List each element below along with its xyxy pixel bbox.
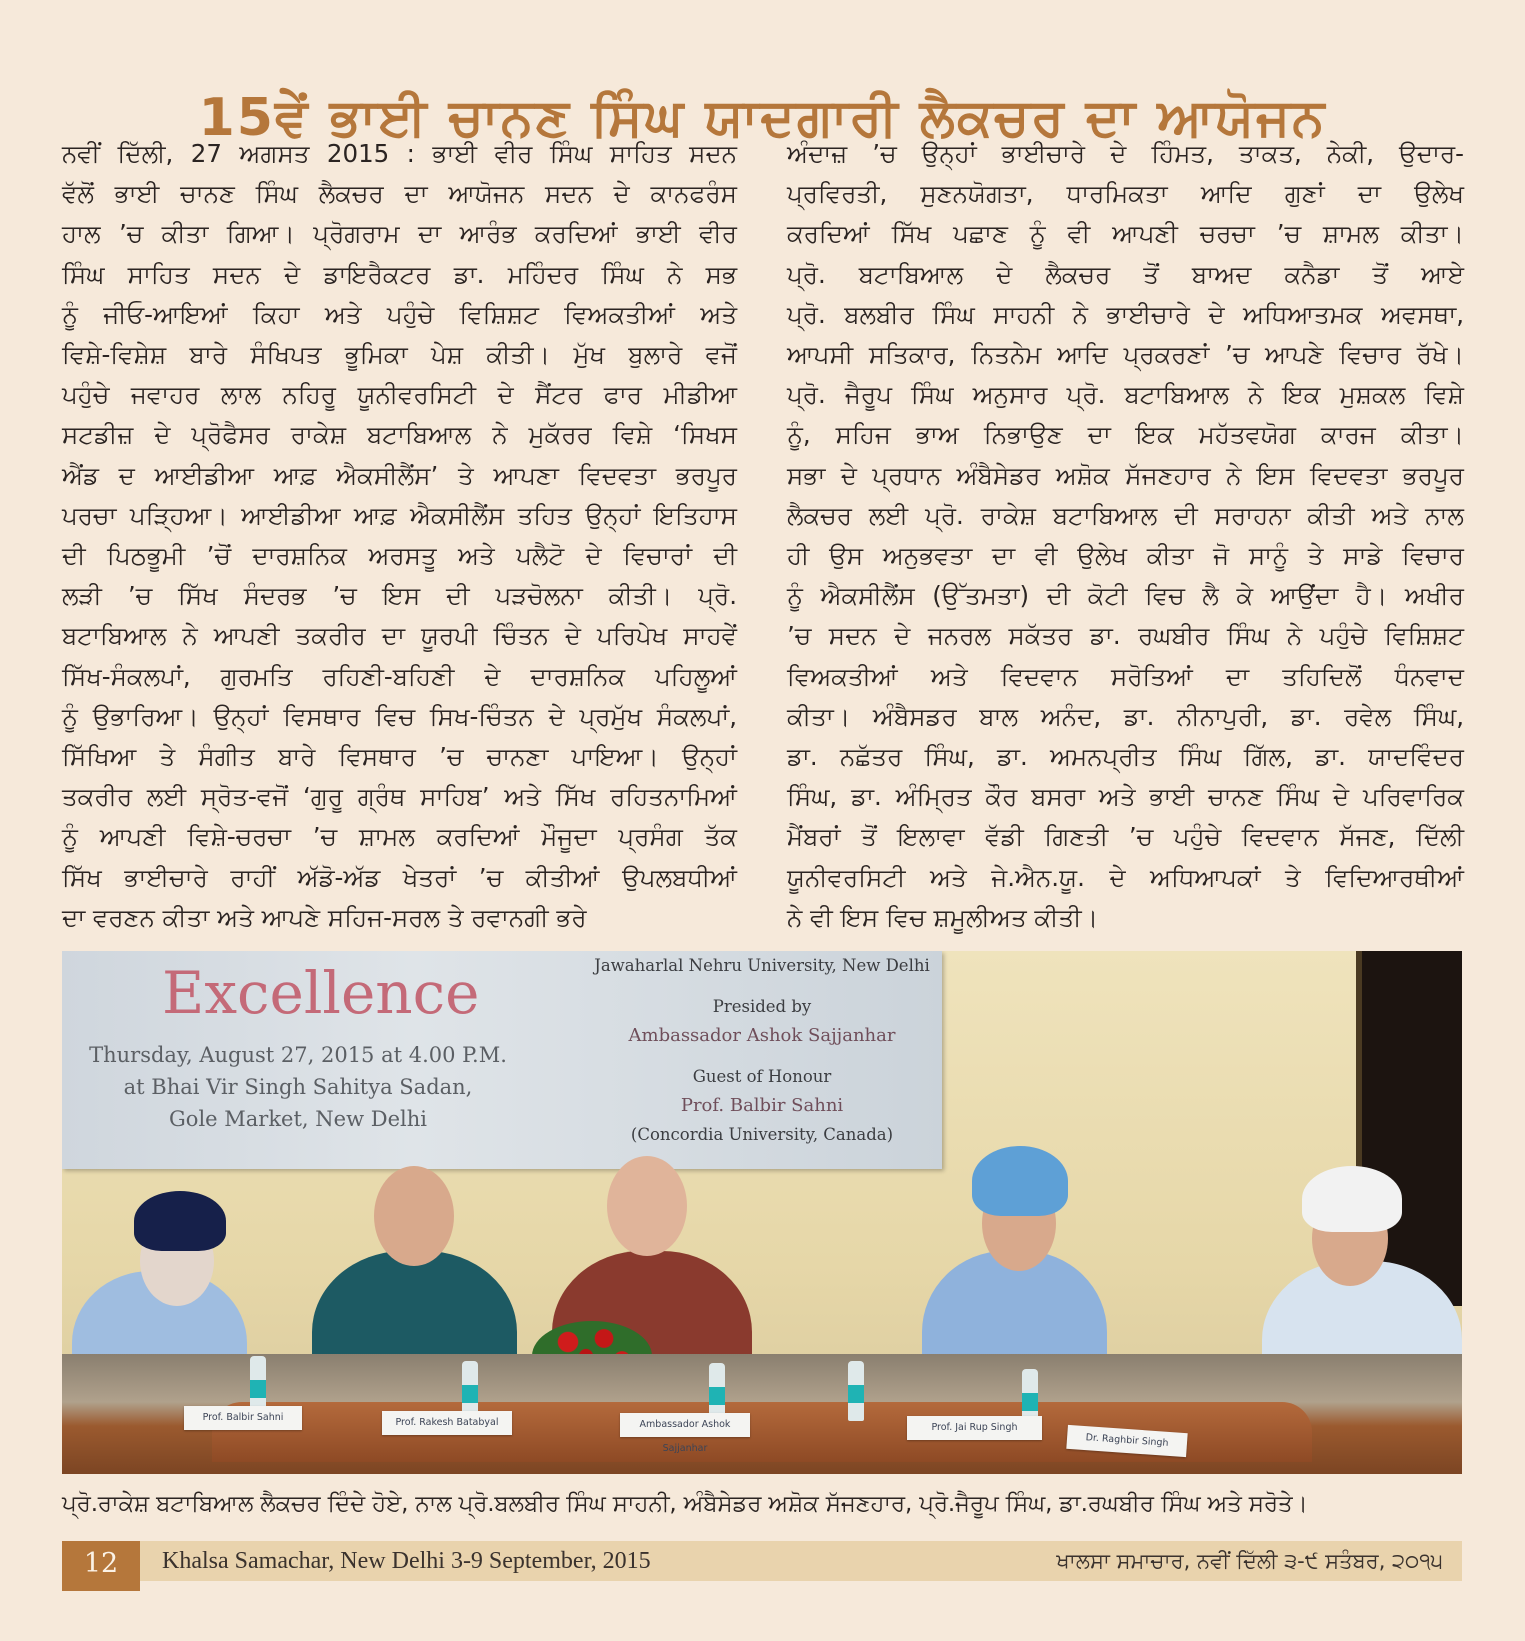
banner-credits — [582, 951, 942, 1149]
page-number: 12 — [62, 1541, 140, 1591]
article-line: ਨੂੰ ਐਕਸੀਲੈਂਸ (ਉੱਤਮਤਾ) ਦੀ ਕੋਟੀ ਵਿਚ ਲੈ ਕੇ ਆਉਂਦਾ ਹੈ। ਅਖੀਰ — [787, 581, 1464, 611]
article-line: ਆਪਸੀ ਸਤਿਕਾਰ, ਨਿਤਨੇਮ ਆਦਿ ਪ੍ਰਕਰਣਾਂ ’ਚ ਆਪਣੇ ਵਿਚਾਰ ਰੱਖੇ। — [787, 340, 1464, 370]
banner-university: Jawaharlal Nehru University, New Delhi — [594, 956, 930, 975]
banner-guest-label: Guest of Honour — [692, 1067, 832, 1086]
article-line: ਸਿੱਖ ਭਾਈਚਾਰੇ ਰਾਹੀਂ ਅੱਡੋ-ਅੱਡ ਖੇਤਰਾਂ ’ਚ ਕੀਤੀਆਂ ਉਪਲਬਧੀਆਂ — [62, 862, 738, 892]
panelist-3-head — [607, 1156, 687, 1256]
article-line: ਸਭਾ ਦੇ ਪ੍ਰਧਾਨ ਅੰਬੈਸੇਡਰ ਅਸ਼ੋਕ ਸੱਜਣਹਾਰ ਨੇ ਇਸ ਵਿਦਵਤਾ ਭਰਪੂਰ — [787, 460, 1464, 490]
banner-heading: Excellence — [162, 959, 480, 1027]
article-line: ਸਿੱਖਿਆ ਤੇ ਸੰਗੀਤ ਬਾਰੇ ਵਿਸਥਾਰ ’ਚ ਚਾਨਣਾ ਪਾਇਆ। ਉਨ੍ਹਾਂ — [62, 742, 737, 772]
banner-guest-affiliation: (Concordia University, Canada) — [630, 1125, 894, 1144]
nameplate: Prof. Balbir Sahni — [184, 1406, 302, 1430]
article-line: ਡਾ. ਨਛੱਤਰ ਸਿੰਘ, ਡਾ. ਅਮਨਪ੍ਰੀਤ ਸਿੰਘ ਗਿੱਲ, ਡਾ. ਯਾਦਵਿੰਦਰ — [787, 742, 1464, 772]
article-line: ਐਂਡ ਦ ਆਈਡੀਆ ਆਫ਼ ਐਕਸੀਲੈਂਸ’ ਤੇ ਆਪਣਾ ਵਿਦਵਤਾ ਭਰਪੂਰ — [62, 460, 737, 490]
banner-date: Thursday, August 27, 2015 at 4.00 P.M. — [89, 1043, 507, 1067]
banner-venue-line2: Gole Market, New Delhi — [169, 1107, 427, 1131]
article-line: ਵੱਲੋਂ ਭਾਈ ਚਾਨਣ ਸਿੰਘ ਲੈਕਚਰ ਦਾ ਆਯੋਜਨ ਸਦਨ ਦੇ ਕਾਨਫਰੰਸ — [62, 179, 737, 209]
article-line: ਵਿਸ਼ੇ-ਵਿਸ਼ੇਸ਼ ਬਾਰੇ ਸੰਖਿਪਤ ਭੂਮਿਕਾ ਪੇਸ਼ ਕੀਤੀ। ਮੁੱਖ ਬੁਲਾਰੇ ਵਜੋਂ — [62, 340, 737, 370]
event-banner — [62, 951, 942, 1169]
panelist-4-turban — [972, 1146, 1068, 1216]
article-line: ਨਵੀਂ ਦਿੱਲੀ, 27 ਅਗਸਤ 2015 : ਭਾਈ ਵੀਰ ਸਿੰਘ ਸਾਹਿਤ ਸਦਨ — [62, 139, 737, 168]
article-column-left — [62, 134, 737, 938]
panelist-1-turban — [134, 1191, 226, 1251]
article-line: ਕੀਤਾ। ਅੰਬੈਸਡਰ ਬਾਲ ਅਨੰਦ, ਡਾ. ਨੀਨਾਪੁਰੀ, ਡਾ. ਰਵੇਲ ਸਿੰਘ, — [787, 701, 1464, 731]
article-line: ਕਰਦਿਆਂ ਸਿੱਖ ਪਛਾਣ ਨੂੰ ਵੀ ਆਪਣੀ ਚਰਚਾ ’ਚ ਸ਼ਾਮਲ ਕੀਤਾ। — [787, 219, 1464, 249]
article-line: ਵਿਅਕਤੀਆਂ ਅਤੇ ਵਿਦਵਾਨ ਸਰੋਤਿਆਂ ਦਾ ਤਹਿਦਿਲੋਂ ਧੰਨਵਾਦ — [787, 661, 1464, 691]
panelist-5-turban — [1302, 1166, 1402, 1232]
article-line: ਪ੍ਰੋ. ਬਲਬੀਰ ਸਿੰਘ ਸਾਹਨੀ ਨੇ ਭਾਈਚਾਰੇ ਦੇ ਅਧਿਆਤਮਕ ਅਵਸਥਾ, — [787, 299, 1464, 329]
article-line: ਸਟਡੀਜ਼ ਦੇ ਪ੍ਰੋਫੈਸਰ ਰਾਕੇਸ਼ ਬਟਾਬਿਆਲ ਨੇ ਮੁਕੱਰਰ ਵਿਸ਼ੇ ‘ਸਿਖਸ — [62, 420, 737, 450]
nameplate: Prof. Rakesh Batabyal — [382, 1411, 512, 1435]
article-line: ਲੈਕਚਰ ਲਈ ਪ੍ਰੋ. ਰਾਕੇਸ਼ ਬਟਾਬਿਆਲ ਦੀ ਸਰਾਹਨਾ ਕੀਤੀ ਅਤੇ ਨਾਲ — [787, 500, 1464, 530]
nameplate: Ambassador Ashok Sajjanhar — [620, 1413, 750, 1437]
article-line: ਪਹੁੰਚੇ ਜਵਾਹਰ ਲਾਲ ਨਹਿਰੂ ਯੂਨੀਵਰਸਿਟੀ ਦੇ ਸੈਂਟਰ ਫਾਰ ਮੀਡੀਆ — [62, 380, 737, 410]
article-line: ਪਰਚਾ ਪੜ੍ਹਿਆ। ਆਈਡੀਆ ਆਫ਼ ਐਕਸੀਲੈਂਸ ਤਹਿਤ ਉਨ੍ਹਾਂ ਇਤਿਹਾਸ — [62, 500, 737, 530]
nameplate: Prof. Jai Rup Singh — [907, 1416, 1042, 1440]
footer-publication-en: Khalsa Samachar, New Delhi 3-9 September, 2015 — [162, 1548, 651, 1574]
article-line: ਮੈਂਬਰਾਂ ਤੋਂ ਇਲਾਵਾ ਵੱਡੀ ਗਿਣਤੀ ’ਚ ਪਹੁੰਚੇ ਵਿਦਵਾਨ ਸੱਜਣ, ਦਿੱਲੀ — [787, 822, 1464, 852]
footer-publication-pa: ਖਾਲਸਾ ਸਮਾਚਾਰ, ਨਵੀਂ ਦਿੱਲੀ ੩-੯ ਸਤੰਬਰ, ੨੦੧੫ — [1056, 1549, 1443, 1573]
article-line: ਬਟਾਬਿਆਲ ਨੇ ਆਪਣੀ ਤਕਰੀਰ ਦਾ ਯੂਰਪੀ ਚਿੰਤਨ ਦੇ ਪਰਿਪੇਖ ਸਾਹਵੇਂ — [62, 621, 737, 651]
banner-venue-line1: at Bhai Vir Singh Sahitya Sadan, — [123, 1075, 473, 1099]
banner-guest-name: Prof. Balbir Sahni — [680, 1095, 844, 1116]
banner-presided-name: Ambassador Ashok Sajjanhar — [628, 1025, 896, 1046]
nameplate: Dr. Raghbir Singh — [1066, 1425, 1187, 1457]
article-line: ਤਕਰੀਰ ਲਈ ਸ੍ਰੋਤ-ਵਜੋਂ ‘ਗੁਰੂ ਗ੍ਰੰਥ ਸਾਹਿਬ’ ਅਤੇ ਸਿੱਖ ਰਹਿਤਨਾਮਿਆਂ — [62, 782, 737, 812]
photo-caption: ਪ੍ਰੋ.ਰਾਕੇਸ਼ ਬਟਾਬਿਆਲ ਲੈਕਚਰ ਦਿੰਦੇ ਹੋਏ, ਨਾਲ ਪ੍ਰੋ.ਬਲਬੀਰ ਸਿੰਘ ਸਾਹਨੀ, ਅੰਬੈਸੇਡਰ ਅਸ਼ੋਕ ਸੱਜਣਹਾਰ, ਪ੍ਰੋ.ਜੈਰੂਪ ਸਿੰਘ, ਡਾ.ਰਘਬੀਰ ਸਿੰਘ ਅਤੇ ਸਰੋਤੇ। — [62, 1491, 1308, 1517]
article-line: ਹਾਲ ’ਚ ਕੀਤਾ ਗਿਆ। ਪ੍ਰੋਗਰਾਮ ਦਾ ਆਰੰਭ ਕਰਦਿਆਂ ਭਾਈ ਵੀਰ — [62, 219, 737, 249]
article-line: ਨੂੰ, ਸਹਿਜ ਭਾਅ ਨਿਭਾਉਣ ਦਾ ਇਕ ਮਹੱਤਵਯੋਗ ਕਾਰਜ ਕੀਤਾ। — [787, 420, 1464, 450]
panelist-2-head — [374, 1166, 454, 1266]
event-photo — [62, 951, 1462, 1474]
article-line: ਸਿੰਘ, ਡਾ. ਅੰਮ੍ਰਿਤ ਕੌਰ ਬਸਰਾ ਅਤੇ ਭਾਈ ਚਾਨਣ ਸਿੰਘ ਦੇ ਪਰਿਵਾਰਿਕ — [787, 782, 1464, 812]
article-line: ਯੂਨੀਵਰਸਿਟੀ ਅਤੇ ਜੇ.ਐਨ.ਯੂ. ਦੇ ਅਧਿਆਪਕਾਂ ਤੇ ਵਿਦਿਆਰਥੀਆਂ — [787, 862, 1464, 892]
article-line: ਪ੍ਰਵਿਰਤੀ, ਸੁਣਨਯੋਗਤਾ, ਧਾਰਮਿਕਤਾ ਆਦਿ ਗੁਣਾਂ ਦਾ ਉਲੇਖ — [787, 179, 1464, 209]
article-column-right — [787, 134, 1464, 938]
banner-presided-label: Presided by — [712, 997, 812, 1016]
article-line: ਸਿੰਘ ਸਾਹਿਤ ਸਦਨ ਦੇ ਡਾਇਰੈਕਟਰ ਡਾ. ਮਹਿੰਦਰ ਸਿੰਘ ਨੇ ਸਭ — [62, 259, 737, 289]
article-line: ਦਾ ਵਰਣਨ ਕੀਤਾ ਅਤੇ ਆਪਣੇ ਸਹਿਜ-ਸਰਲ ਤੇ ਰਵਾਨਗੀ ਭਰੇ — [62, 902, 587, 932]
article-line: ਦੀ ਪਿਠਭੂਮੀ ’ਚੋਂ ਦਾਰਸ਼ਨਿਕ ਅਰਸਤੂ ਅਤੇ ਪਲੈਟੋ ਦੇ ਵਿਚਾਰਾਂ ਦੀ — [62, 541, 737, 571]
article-line: ਨੇ ਵੀ ਇਸ ਵਿਚ ਸ਼ਮੂਲੀਅਤ ਕੀਤੀ। — [787, 902, 1099, 932]
banner-date-venue — [78, 1039, 518, 1135]
article-line: ਨੂੰ ਉਭਾਰਿਆ। ਉਨ੍ਹਾਂ ਵਿਸਥਾਰ ਵਿਚ ਸਿਖ-ਚਿੰਤਨ ਦੇ ਪ੍ਰਮੁੱਖ ਸੰਕਲਪਾਂ, — [62, 701, 737, 731]
water-bottle — [848, 1361, 864, 1421]
article-line: ਅੰਦਾਜ਼ ’ਚ ਉਨ੍ਹਾਂ ਭਾਈਚਾਰੇ ਦੇ ਹਿੰਮਤ, ਤਾਕਤ, ਨੇਕੀ, ਉਦਾਰ- — [787, 139, 1464, 168]
article-line: ਨੂੰ ਜੀਓ-ਆਇਆਂ ਕਿਹਾ ਅਤੇ ਪਹੁੰਚੇ ਵਿਸ਼ਿਸ਼ਟ ਵਿਅਕਤੀਆਂ ਅਤੇ — [62, 299, 737, 329]
article-line: ’ਚ ਸਦਨ ਦੇ ਜਨਰਲ ਸਕੱਤਰ ਡਾ. ਰਘਬੀਰ ਸਿੰਘ ਨੇ ਪਹੁੰਚੇ ਵਿਸ਼ਿਸ਼ਟ — [787, 621, 1464, 651]
article-line: ਸਿੱਖ-ਸੰਕਲਪਾਂ, ਗੁਰਮਤਿ ਰਹਿਣੀ-ਬਹਿਣੀ ਦੇ ਦਾਰਸ਼ਨਿਕ ਪਹਿਲੂਆਂ — [62, 661, 737, 691]
article-line: ਨੂੰ ਆਪਣੀ ਵਿਸ਼ੇ-ਚਰਚਾ ’ਚ ਸ਼ਾਮਲ ਕਰਦਿਆਂ ਮੌਜੂਦਾ ਪ੍ਰਸੰਗ ਤੱਕ — [62, 822, 737, 852]
article-title: 15ਵੇਂ ਭਾਈ ਚਾਨਣ ਸਿੰਘ ਯਾਦਗਾਰੀ ਲੈਕਚਰ ਦਾ ਆਯੋਜਨ — [198, 87, 1327, 148]
article-line: ਪ੍ਰੋ. ਜੈਰੂਪ ਸਿੰਘ ਅਨੁਸਾਰ ਪ੍ਰੋ. ਬਟਾਬਿਆਲ ਨੇ ਇਕ ਮੁਸ਼ਕਲ ਵਿਸ਼ੇ — [787, 380, 1464, 410]
article-line: ਪ੍ਰੋ. ਬਟਾਬਿਆਲ ਦੇ ਲੈਕਚਰ ਤੋਂ ਬਾਅਦ ਕਨੈਡਾ ਤੋਂ ਆਏ — [787, 259, 1464, 289]
article-line: ਹੀ ਉਸ ਅਨੁਭਵਤਾ ਦਾ ਵੀ ਉਲੇਖ ਕੀਤਾ ਜੋ ਸਾਨੂੰ ਤੇ ਸਾਡੇ ਵਿਚਾਰ — [787, 541, 1464, 571]
article-line: ਲੜੀ ’ਚ ਸਿੱਖ ਸੰਦਰਭ ’ਚ ਇਸ ਦੀ ਪੜਚੋਲਨਾ ਕੀਤੀ। ਪ੍ਰੋ. — [62, 581, 737, 611]
